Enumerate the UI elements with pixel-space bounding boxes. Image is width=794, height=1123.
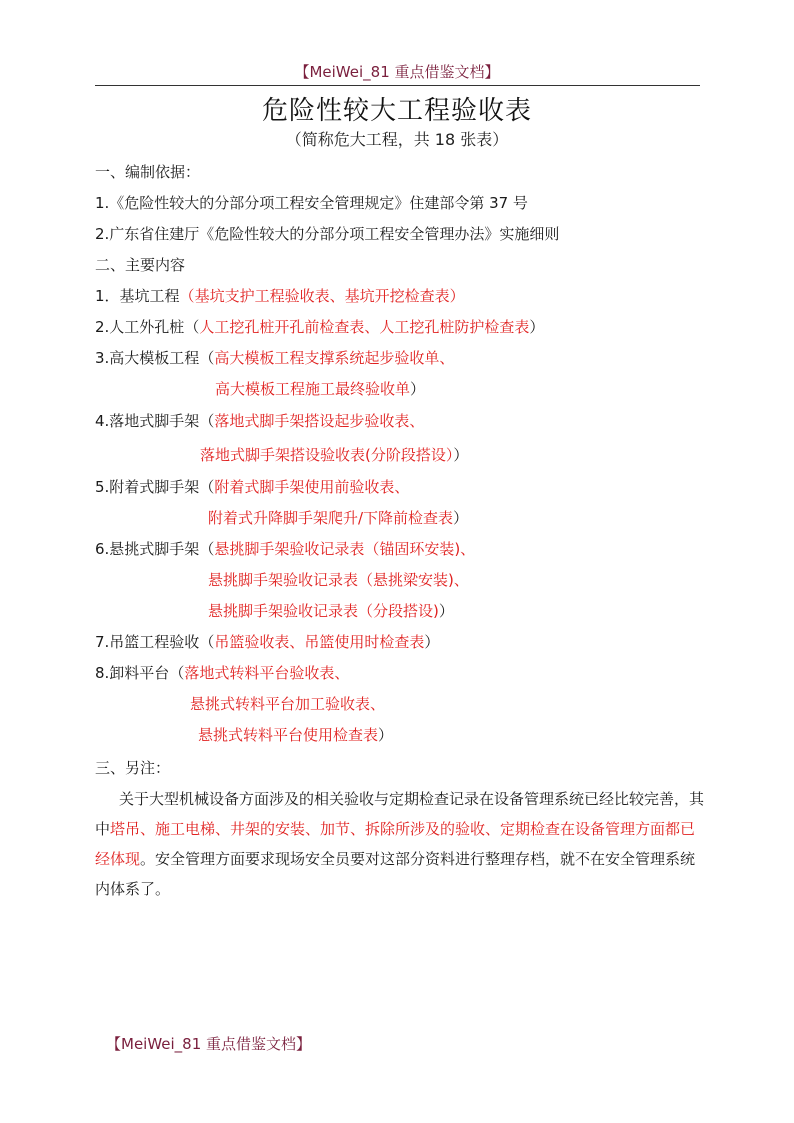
content-item-3 <box>95 348 454 368</box>
item-label: 3.高大模板工程 <box>95 349 200 367</box>
content-item-8 <box>95 663 349 683</box>
open-paren: （ <box>199 478 215 496</box>
note-text-2: 。安全管理方面要求现场安全员要对这部分资料进行整理存档，就不在安全管理系统内体系了。 <box>95 850 696 898</box>
content-item-7 <box>95 632 439 652</box>
item-label: 4.落地式脚手架 <box>95 412 200 430</box>
form-list: 悬挑脚手架验收记录表（锚固环安装)、 <box>214 540 476 558</box>
header-watermark: 【MeiWei_81 重点借鉴文档】 <box>294 63 500 81</box>
item-label: 6.悬挑式脚手架 <box>95 540 200 558</box>
open-paren: （ <box>199 412 215 430</box>
footer-watermark: 【MeiWei_81 重点借鉴文档】 <box>106 1035 312 1053</box>
close-paren: ） <box>449 287 465 305</box>
close-paren: ） <box>453 509 469 527</box>
note-paragraph <box>95 784 705 904</box>
form-list: 基坑支护工程验收表、基坑开挖检查表 <box>194 287 450 305</box>
form-list: 吊篮验收表、吊篮使用时检查表 <box>214 633 425 651</box>
page-subtitle: （简称危大工程，共 18 张表） <box>285 130 509 149</box>
item-label: 8.卸料平台 <box>95 664 170 682</box>
header-divider <box>95 85 700 86</box>
content-item-5-cont <box>208 508 468 528</box>
section2-heading: 二、主要内容 <box>95 256 186 274</box>
form-list: 附着式升降脚手架爬升/下降前检查表 <box>208 509 454 527</box>
close-paren: ） <box>410 380 426 398</box>
content-item-8-cont-1 <box>190 694 385 714</box>
form-list: 落地式转料平台验收表、 <box>184 664 350 682</box>
close-paren: ） <box>424 633 440 651</box>
content-item-4 <box>95 411 424 431</box>
content-item-5 <box>95 477 409 497</box>
content-item-6-cont-2 <box>208 601 454 621</box>
basis-item-2: 2.广东省住建厅《危险性较大的分部分项工程安全管理办法》实施细则 <box>95 225 560 243</box>
item-label: 5.附着式脚手架 <box>95 478 200 496</box>
form-list: 悬挑式转料平台使用检查表 <box>198 726 379 744</box>
content-item-3-cont <box>215 379 425 399</box>
form-list: 悬挑脚手架验收记录表（悬挑梁安装)、 <box>208 571 469 589</box>
close-paren: ） <box>529 318 545 336</box>
open-paren: （ <box>199 349 215 367</box>
content-item-1 <box>95 286 465 306</box>
content-item-8-cont-2 <box>198 725 393 745</box>
item-label: 7.吊篮工程验收 <box>95 633 200 651</box>
open-paren: （ <box>199 633 215 651</box>
item-label: 1．基坑工程 <box>95 287 180 305</box>
page-title: 危险性较大工程验收表 <box>261 96 532 126</box>
close-paren: ） <box>378 726 394 744</box>
close-paren: ） <box>453 446 469 464</box>
open-paren: （ <box>179 287 195 305</box>
form-list: 悬挑式转料平台加工验收表、 <box>190 695 386 713</box>
item-label: 2.人工外孔桩 <box>95 318 185 336</box>
form-list: 落地式脚手架搭设验收表(分阶段搭设） <box>200 446 454 464</box>
form-list: 高大模板工程支撑系统起步验收单、 <box>214 349 455 367</box>
note-text-highlight: 塔吊、施工电梯、井架的安装、加节、拆除所涉及的验收、定期检查在设备管理方面都已经体现 <box>95 820 696 868</box>
section1-heading: 一、编制依据： <box>95 163 201 181</box>
note-text-1: 关于大型机械设备方面涉及的相关验收与定期检查记录在设备管理系统已经比较完善，其中 <box>95 790 705 838</box>
content-item-2 <box>95 317 544 337</box>
close-paren: ） <box>438 602 454 620</box>
content-item-6-cont-1 <box>208 570 469 590</box>
open-paren: （ <box>199 540 215 558</box>
form-list: 高大模板工程施工最终验收单 <box>215 380 411 398</box>
form-list: 落地式脚手架搭设起步验收表、 <box>214 412 425 430</box>
open-paren: （ <box>184 318 200 336</box>
form-list: 附着式脚手架使用前验收表、 <box>214 478 410 496</box>
form-list: 人工挖孔桩开孔前检查表、人工挖孔桩防护检查表 <box>199 318 530 336</box>
section3-heading: 三、另注： <box>95 759 171 777</box>
content-item-4-cont <box>200 445 468 465</box>
basis-item-1: 1.《危险性较大的分部分项工程安全管理规定》住建部令第 37 号 <box>95 194 528 212</box>
open-paren: （ <box>169 664 185 682</box>
form-list: 悬挑脚手架验收记录表（分段搭设) <box>208 602 439 620</box>
content-item-6 <box>95 539 475 559</box>
